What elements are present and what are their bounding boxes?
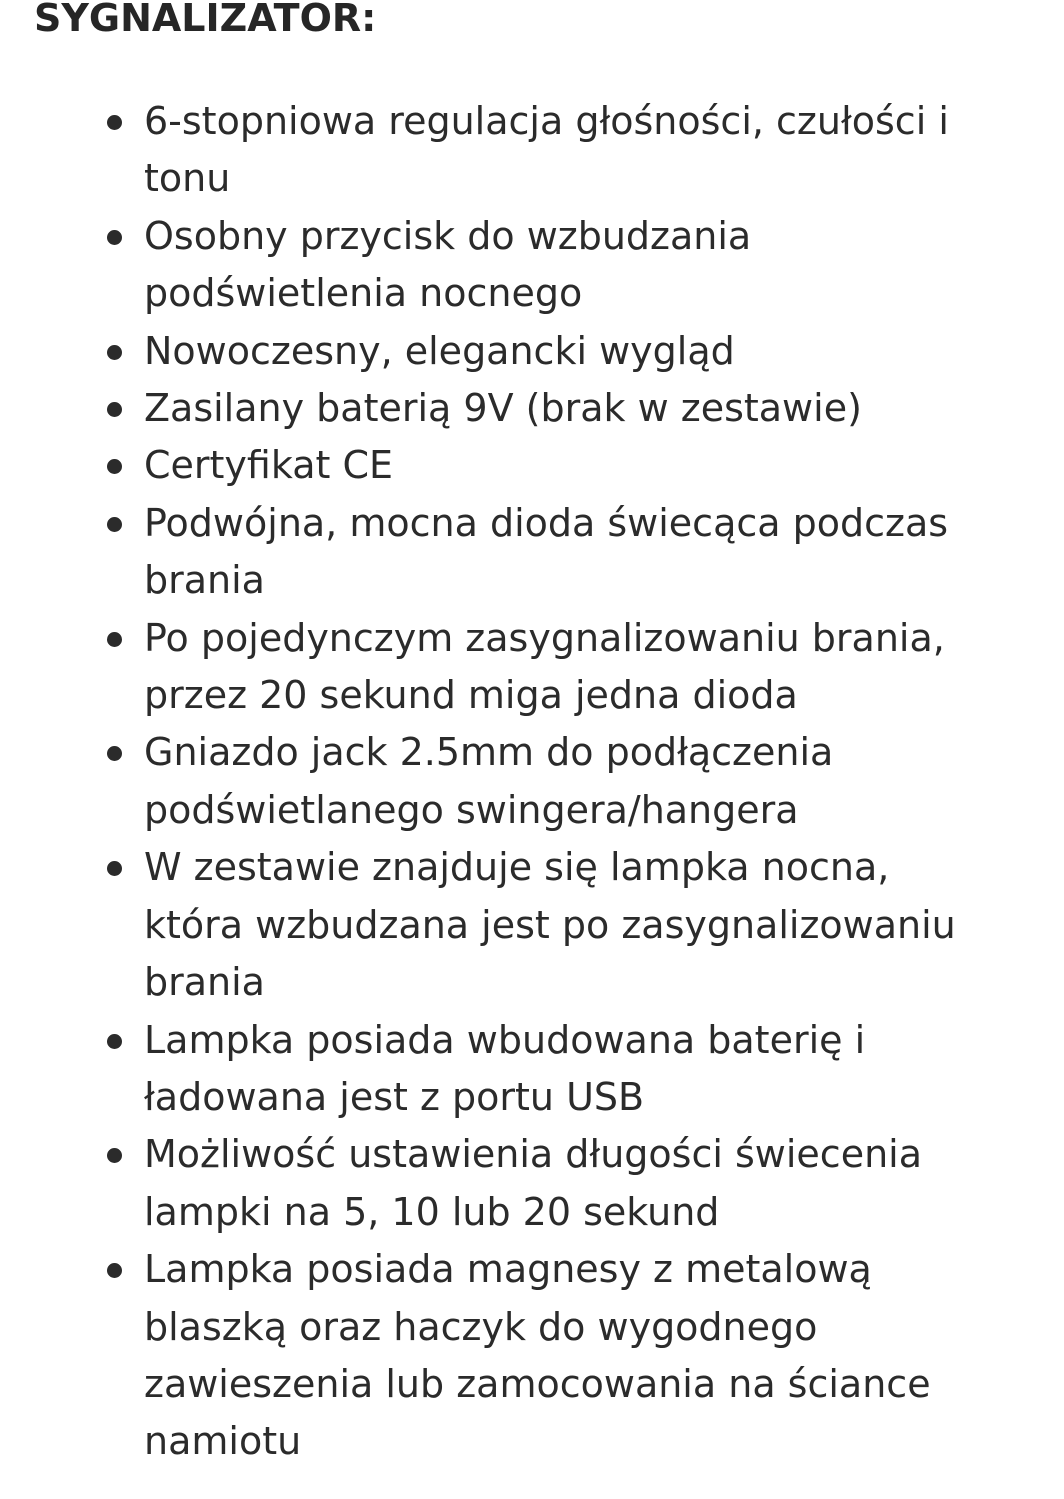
bullet-icon (107, 345, 122, 360)
feature-text: ładowana jest z portu USB (144, 1074, 645, 1119)
feature-text: przez 20 sekund miga jedna dioda (144, 673, 798, 718)
feature-text: która wzbudzana jest po zasygnalizowaniu (144, 902, 956, 947)
feature-item (0, 1126, 1064, 1241)
bullet-icon (107, 1148, 122, 1163)
feature-item (0, 208, 1064, 323)
feature-text: brania (144, 558, 265, 603)
feature-text: zawieszenia lub zamocowania na ściance (144, 1361, 931, 1406)
feature-item (0, 839, 1064, 1011)
feature-text: Podwójna, mocna dioda świecąca podczas (144, 500, 949, 545)
feature-item (0, 437, 1064, 494)
bullet-icon (107, 115, 122, 130)
feature-text: podświetlenia nocnego (144, 271, 583, 316)
feature-text: Lampka posiada magnesy z metalową (144, 1247, 872, 1292)
bullet-icon (107, 632, 122, 647)
feature-item (0, 1012, 1064, 1127)
feature-text: blaszką oraz haczyk do wygodnego (144, 1304, 818, 1349)
bullet-icon (107, 861, 122, 876)
feature-text: Certyfikat CE (144, 443, 394, 488)
feature-text: podświetlanego swingera/hangera (144, 787, 799, 832)
bullet-icon (107, 230, 122, 245)
feature-text: tonu (144, 156, 231, 201)
feature-text: Gniazdo jack 2.5mm do podłączenia (144, 730, 834, 775)
feature-text: Nowoczesny, elegancki wygląd (144, 328, 735, 373)
feature-text: lampki na 5, 10 lub 20 sekund (144, 1189, 720, 1234)
feature-item (0, 610, 1064, 725)
feature-item (0, 323, 1064, 380)
bullet-icon (107, 459, 122, 474)
feature-text: Możliwość ustawienia długości świecenia (144, 1132, 922, 1177)
feature-item (0, 380, 1064, 437)
section-heading: SYGNALIZATOR: (34, 0, 377, 40)
feature-text: Zasilany baterią 9V (brak w zestawie) (144, 386, 862, 431)
feature-text: namiotu (144, 1419, 302, 1464)
bullet-icon (107, 746, 122, 761)
feature-text: W zestawie znajduje się lampka nocna, (144, 845, 890, 890)
feature-list (0, 93, 1064, 1471)
feature-text: 6-stopniowa regulacja głośności, czułości i (144, 99, 949, 143)
feature-text: brania (144, 960, 265, 1005)
feature-item (0, 93, 1064, 208)
feature-item (0, 495, 1064, 610)
bullet-icon (107, 1034, 122, 1049)
bullet-icon (107, 402, 122, 417)
feature-text: Po pojedynczym zasygnalizowaniu brania, (144, 615, 945, 660)
bullet-icon (107, 517, 122, 532)
feature-text: Osobny przycisk do wzbudzania (144, 213, 752, 258)
feature-text: Lampka posiada wbudowana baterię i (144, 1017, 866, 1062)
feature-item (0, 724, 1064, 839)
feature-item (0, 1241, 1064, 1471)
bullet-icon (107, 1263, 122, 1278)
